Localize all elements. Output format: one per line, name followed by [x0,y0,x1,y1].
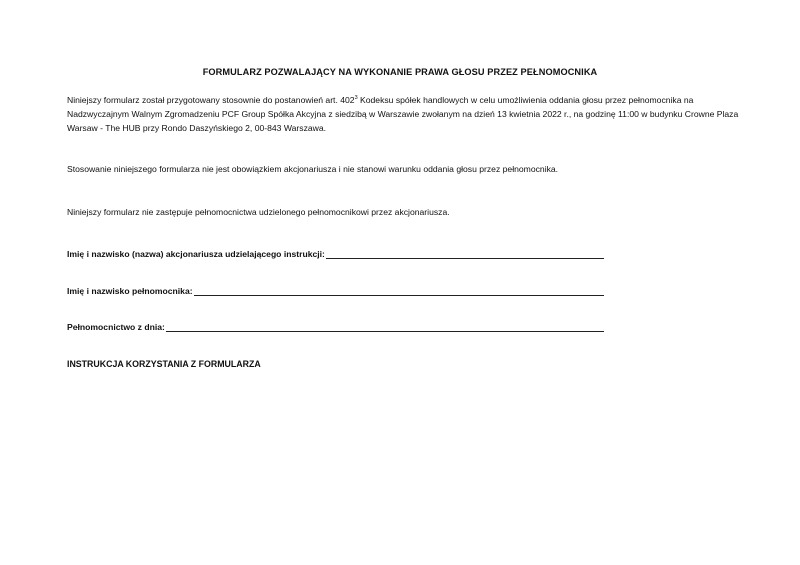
instructions-heading: INSTRUKCJA KORZYSTANIA Z FORMULARZA [67,359,261,369]
intro-text-start: Niniejszy formularz został przygotowany stosownie do postanowień art. 402 [67,95,355,105]
proxy-name-label: Imię i nazwisko pełnomocnika: [67,286,193,296]
document-title: FORMULARZ POZWALAJĄCY NA WYKONANIE PRAWA GŁOSU PRZEZ PEŁNOMOCNIKA [202,67,598,77]
shareholder-name-label: Imię i nazwisko (nazwa) akcjonariusza udzielającego instrukcji: [67,249,325,259]
proxy-name-field [67,286,604,296]
article-superscript: 3 [354,95,358,101]
intro-text-end: Kodeksu spółek handlowych w celu umożliwienia oddania głosu przez pełnomocnika na Nadzwyczajnym Walnym Zgromadzeniu PCF Group Spółka Akcyjna z siedzibą w Warszawie zwołanym na dzień 13 kwietnia 2022 r., na godzinę 11:00 w budynku Crowne Plaza Warsaw - The HUB przy Rondo Daszyńskiego 2, 00-843 Warszawa. [67,95,739,133]
proxy-date-label: Pełnomocnictwo z dnia: [67,322,165,332]
shareholder-name-input-line[interactable] [326,249,604,259]
usage-note-paragraph: Stosowanie niniejszego formularza nie jest obowiązkiem akcjonariusza i nie stanowi warunku oddania głosu przez pełnomocnika. [67,164,559,174]
proxy-note-paragraph: Niniejszy formularz nie zastępuje pełnomocnictwa udzielonego pełnomocnikowi przez akcjonariusza. [67,207,450,217]
shareholder-name-field [67,249,604,259]
intro-paragraph [67,93,747,135]
proxy-date-input-line[interactable] [166,322,604,332]
proxy-name-input-line[interactable] [194,286,604,296]
proxy-date-field [67,322,604,332]
